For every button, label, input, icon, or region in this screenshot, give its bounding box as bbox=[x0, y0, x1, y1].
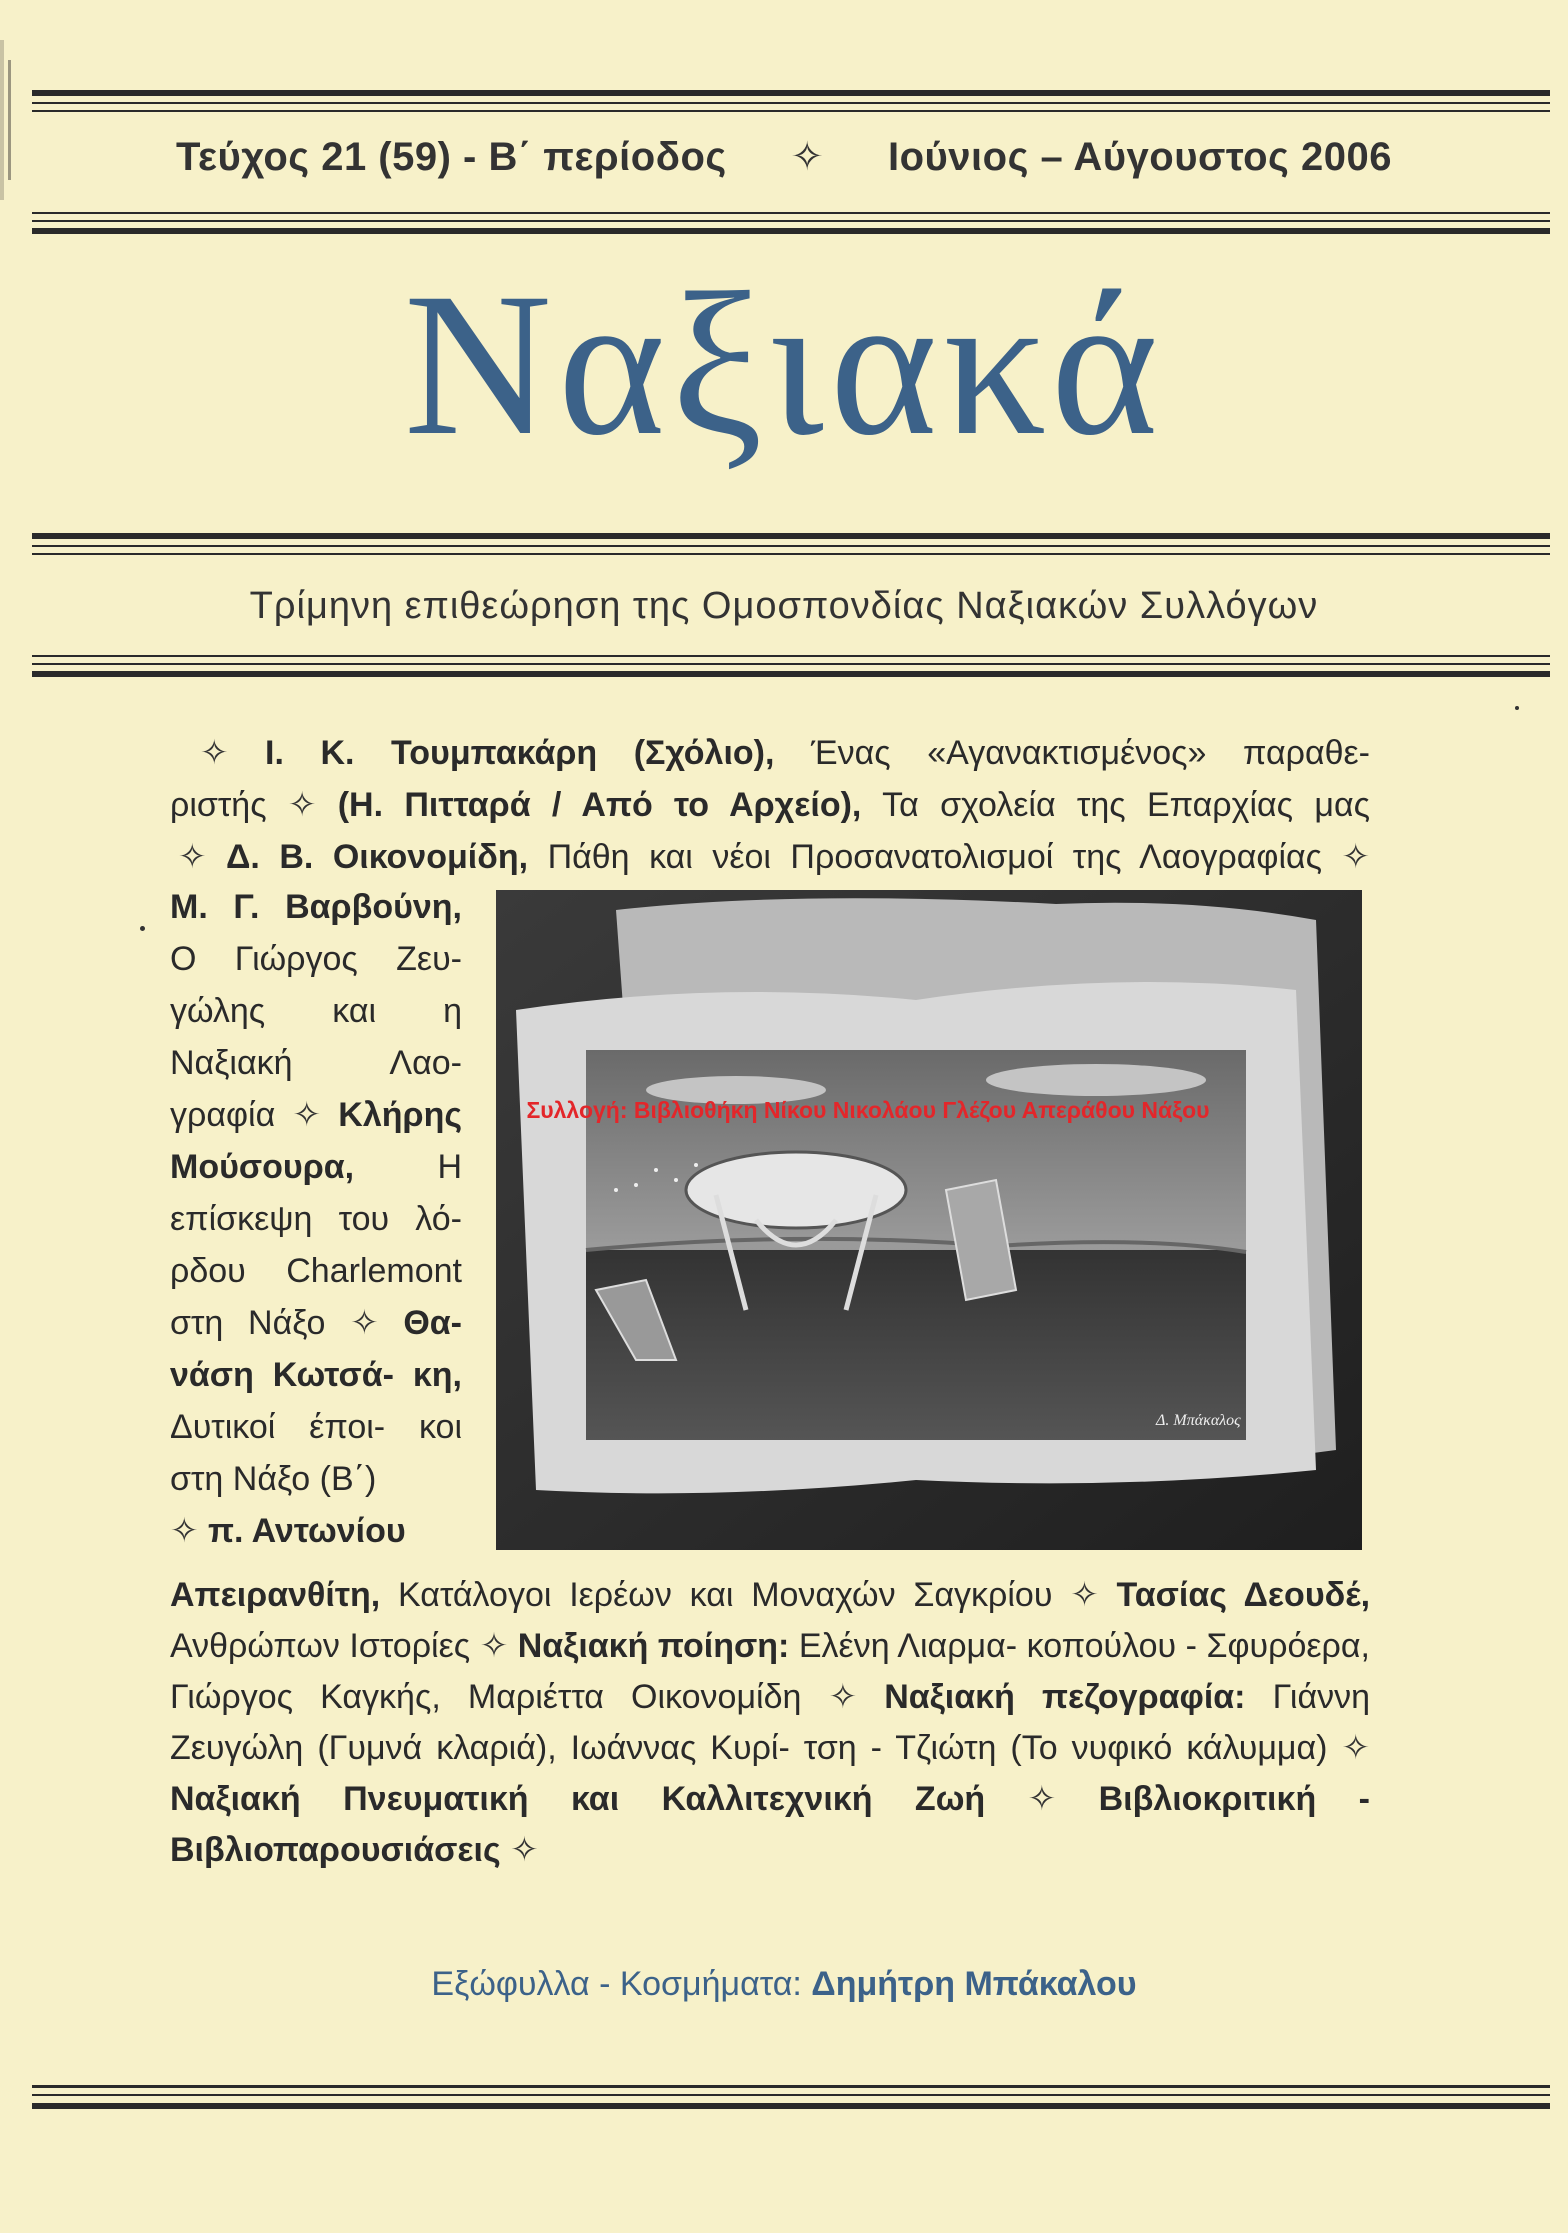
top-rule-1 bbox=[32, 90, 1550, 96]
toc-author: Τασίας Δεουδέ, bbox=[1116, 1576, 1371, 1614]
top-rule-2 bbox=[32, 102, 1550, 104]
toc-author: Ι. Κ. Τουμπακάρη (Σχόλιο), bbox=[265, 734, 775, 772]
toc-author: Θα- νάση Κωτσά- κη, bbox=[170, 1304, 462, 1394]
star-ornament-icon: ✧ bbox=[479, 1627, 509, 1665]
bottom-rule-1 bbox=[32, 2085, 1550, 2088]
credit-label: Εξώφυλλα - Κοσμήματα: bbox=[431, 1965, 802, 2003]
toc-title: ριστής bbox=[170, 786, 267, 824]
toc-left-column bbox=[170, 881, 462, 1557]
mid-rule-3 bbox=[32, 553, 1550, 555]
star-ornament-icon: ✧ bbox=[200, 734, 229, 772]
star-ornament-icon: ✧ bbox=[1027, 1780, 1057, 1818]
header-rule-3 bbox=[32, 228, 1550, 234]
top-rule-3 bbox=[32, 110, 1550, 112]
toc-section: Ναξιακή ποίηση: bbox=[517, 1627, 790, 1665]
header-rule-1 bbox=[32, 212, 1550, 214]
star-ornament-icon: ✧ bbox=[178, 838, 207, 876]
star-ornament-icon: ✧ bbox=[287, 786, 317, 824]
speck bbox=[1515, 706, 1519, 710]
star-ornament-icon: ✧ bbox=[1341, 1729, 1371, 1767]
toc-line-3 bbox=[178, 831, 1370, 883]
toc-title: Η επίσκεψη του λό- ρδου Charlemont στη Νάξο bbox=[170, 1148, 462, 1342]
star-ornament-icon: ✧ bbox=[1070, 1576, 1099, 1614]
toc-title: Κατάλογοι Ιερέων και Μοναχών Σαγκρίου bbox=[398, 1576, 1053, 1614]
credit-name: Δημήτρη Μπάκαλου bbox=[811, 1965, 1137, 2003]
toc-title: Γιάννη Ζευγώλη (Γυμνά κλαριά), Ιωάννας Κυρί- τση - Τζιώτη (Το νυφικό κάλυμμα) bbox=[170, 1678, 1371, 1767]
star-ornament-icon: ✧ bbox=[1341, 838, 1371, 876]
toc-title: Πάθη και νέοι Προσανατολισμοί της Λαογραφίας bbox=[547, 838, 1323, 876]
mid-rule-1 bbox=[32, 533, 1550, 539]
toc-author: π. Αντωνίου bbox=[207, 1512, 406, 1550]
library-stamp: Συλλογή: Βιβλιοθήκη Νίκου Νικολάου Γλέζου Απεράθου Νάξου bbox=[526, 1097, 1210, 1123]
toc-bottom-block bbox=[170, 1570, 1370, 1876]
toc-title: Ένας «Αγανακτισμένος» παραθε- bbox=[810, 734, 1370, 772]
star-ornament-icon: ✧ bbox=[510, 1831, 539, 1869]
sub-rule-1 bbox=[32, 655, 1550, 657]
issue-date: Ιούνιος – Αύγουστος 2006 bbox=[887, 135, 1392, 179]
magazine-title: Ναξιακά bbox=[403, 251, 1165, 478]
cover-painting bbox=[496, 890, 1362, 1550]
toc-line-2 bbox=[170, 779, 1370, 831]
toc-title: Ο Γιώργος Ζευ- γώλης και η Ναξιακή Λαο- γραφία bbox=[170, 940, 462, 1134]
toc-author: (Η. Πιτταρά / Από το Αρχείο), bbox=[337, 786, 862, 824]
toc-author: Απειρανθίτη, bbox=[170, 1576, 381, 1614]
star-ornament-icon: ✧ bbox=[170, 1512, 199, 1550]
toc-title: Ανθρώπων Ιστορίες bbox=[170, 1627, 471, 1665]
toc-author: Δ. Β. Οικονομίδη, bbox=[225, 838, 529, 876]
star-ornament-icon: ✧ bbox=[350, 1304, 379, 1342]
speck bbox=[140, 926, 145, 931]
header-rule-2 bbox=[32, 220, 1550, 222]
toc-title: Τα σχολεία της Επαρχίας μας bbox=[882, 786, 1370, 824]
toc-author: Κλήρης Μούσουρα, bbox=[170, 1096, 463, 1186]
cover-credit bbox=[0, 1965, 1568, 2004]
mid-rule-2 bbox=[32, 545, 1550, 547]
sub-rule-3 bbox=[32, 671, 1550, 677]
issue-number: Τεύχος 21 (59) - Β΄ περίοδος bbox=[176, 135, 727, 179]
toc-section: Ναξιακή Πνευματική και Καλλιτεχνική Ζωή bbox=[170, 1780, 986, 1818]
subtitle: Τρίμηνη επιθεώρηση της Ομοσπονδίας Ναξιακών Συλλόγων bbox=[249, 585, 1319, 627]
issue-header bbox=[0, 134, 1568, 180]
toc-section: Βιβλιοκριτική - Βιβλιοπαρουσιάσεις bbox=[170, 1780, 1370, 1869]
star-ornament-icon: ✧ bbox=[828, 1678, 858, 1716]
star-ornament-icon: ✧ bbox=[790, 135, 825, 179]
toc-author: Μ. Γ. Βαρβούνη, bbox=[170, 888, 462, 926]
painting-signature: Δ. Μπάκαλος bbox=[1156, 1412, 1241, 1429]
bottom-rule-2 bbox=[32, 2094, 1550, 2096]
bottom-rule-3 bbox=[32, 2103, 1550, 2109]
toc-line-1 bbox=[200, 727, 1370, 779]
toc-title: Ελένη Λιαρμα- κοπούλου - Σφυρόερα, Γιώργος Καγκής, Μαριέττα Οικονομίδη bbox=[170, 1627, 1370, 1716]
toc-section: Ναξιακή πεζογραφία: bbox=[884, 1678, 1246, 1716]
star-ornament-icon: ✧ bbox=[292, 1096, 322, 1134]
sub-rule-2 bbox=[32, 663, 1550, 665]
toc-title: Δυτικοί έποι- κοι στη Νάξο (Β΄) bbox=[170, 1408, 462, 1498]
